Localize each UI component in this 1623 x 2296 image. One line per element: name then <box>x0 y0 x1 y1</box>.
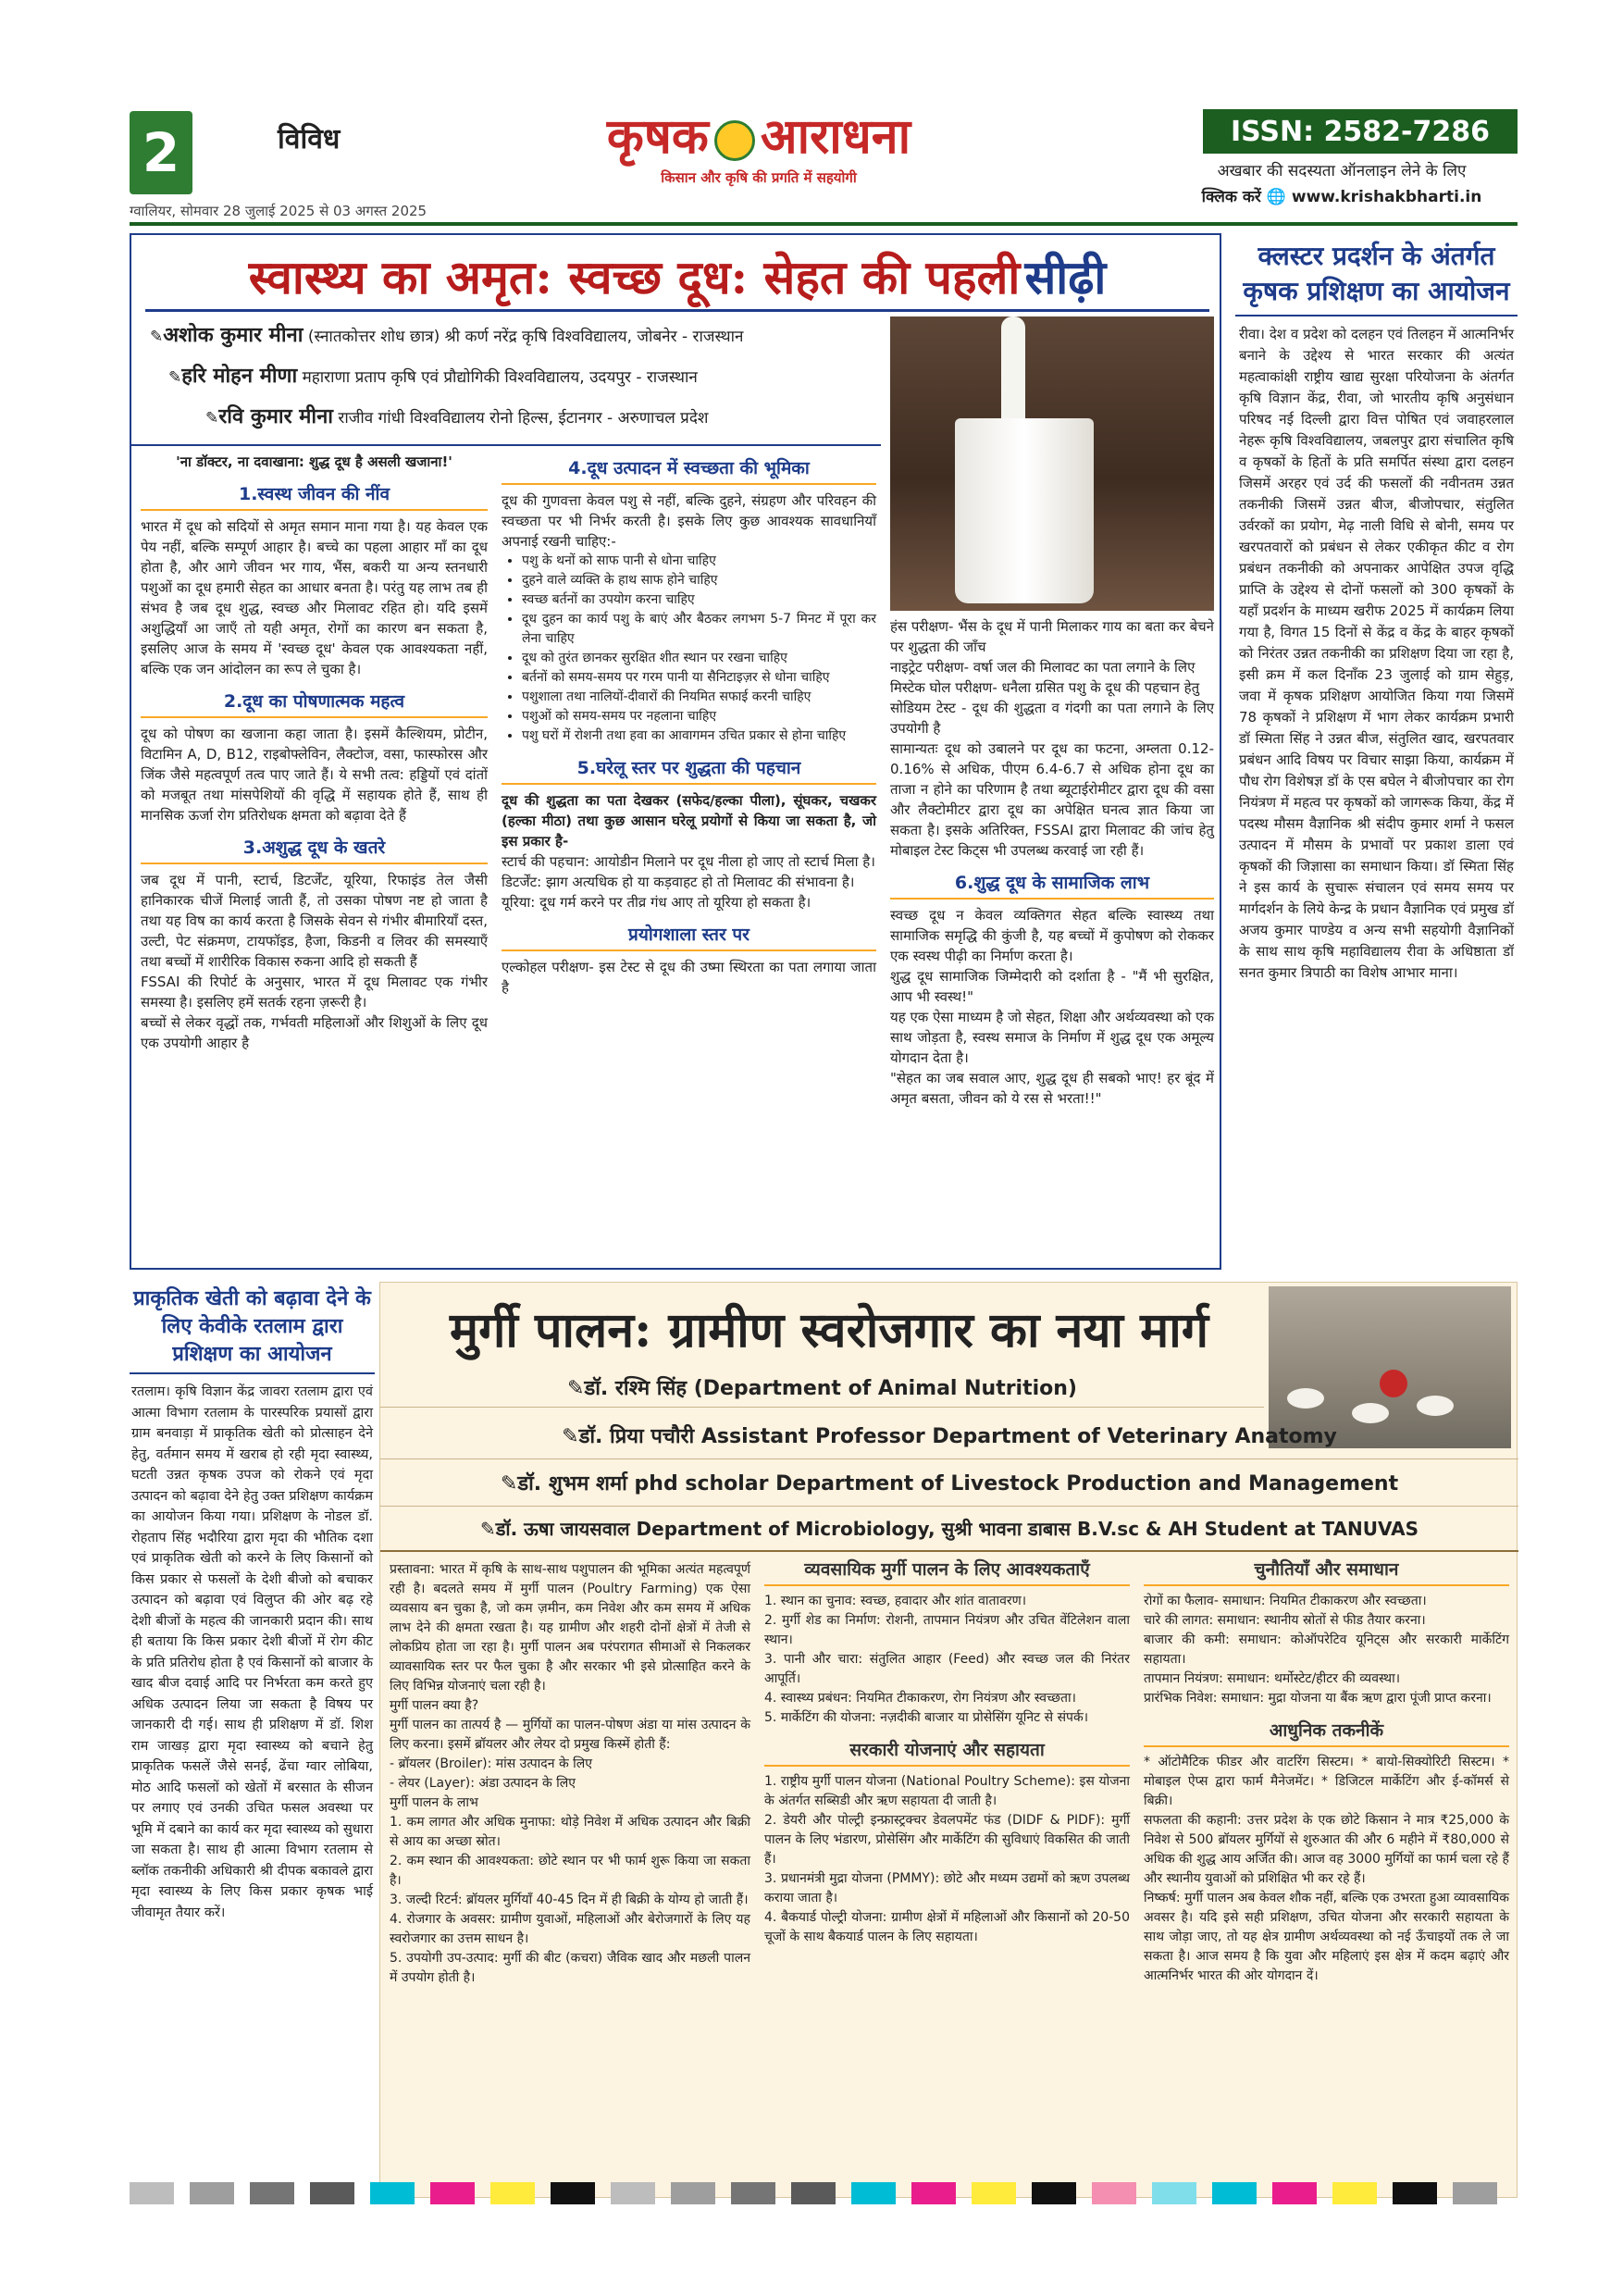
section-1-text: भारत में दूध को सदियों से अमृत समान माना गया है। यह केवल एक पेय नहीं, बल्कि सम्पूर्ण आहार है। बच्चे का पहला आहार माँ का दूध होता है, और आगे जीवन भर गाय, भैंस, बकरी या अन्य स्तनधारी पशुओं का दूध हमारी सेहत का आधार बनता है। परंतु यह लाभ तब ही संभव है जब दूध शुद्ध, स्वच्छ और मिलावट रहित हो। यदि इसमें अशुद्धियाँ आ जाएँ तो यही अमृत, रोगों का कारण बन सकता है, इसलिए आज के समय में 'स्वच्छ दूध' केवल एक आवश्यकता नहीं, बल्कि एक जन आंदोलन का रूप ले चुका है। <box>141 518 488 677</box>
author-name: अशोक कुमार मीना <box>163 324 304 347</box>
color-swatch <box>1212 2182 1257 2204</box>
color-swatch <box>1393 2182 1437 2204</box>
hygiene-item: • पशुशाला तथा नालियों-दीवारों की नियमित सफाई करनी चाहिए <box>522 688 876 707</box>
ratlam-news-title: प्राकृतिक खेती को बढ़ावा देने के लिए केवीके रतलाम द्वारा प्रशिक्षण का आयोजन <box>130 1282 375 1374</box>
color-swatch <box>551 2182 595 2204</box>
lab-text: एल्कोहल परीक्षण- इस टेस्ट से दूध की उष्मा स्थिरता का पता लगाया जाता है <box>502 959 876 996</box>
author-name: रवि कुमार मीना <box>218 405 334 428</box>
dateline: ग्वालियर, सोमवार 28 जुलाई 2025 से 03 अगस्त 2025 <box>130 203 427 219</box>
closing-quote: "सेहत का जब सवाल आए, शुद्ध दूध ही सबको भाए! हर बूंद में अमृत बसता, जीवन को ये रस से भरता!!" <box>890 1070 1214 1107</box>
color-swatch <box>130 2182 174 2204</box>
color-swatch <box>1032 2182 1076 2204</box>
subscribe-text: अखबार की सदस्यता ऑनलाइन लेने के लिए <box>1217 162 1467 180</box>
side-news-title: क्लस्टर प्रदर्शन के अंतर्गत कृषक प्रशिक्षण का आयोजन <box>1235 233 1518 316</box>
color-swatch <box>1152 2182 1196 2204</box>
milk-glass-image <box>890 316 1214 611</box>
poultry-headline-text: मुर्गी पालन: ग्रामीण स्वरोजगार का नया मार्ग <box>450 1302 1208 1359</box>
author-affiliation: (स्नातकोत्तर शोध छात्र) श्री कर्ण नरेंद्र कृषि विश्वविद्यालय, जोबनेर - राजस्थान <box>307 328 744 346</box>
headline-rule <box>145 309 1209 312</box>
hygiene-item: • दूध दुहन का कार्य पशु के बाएं और बैठकर लगभग 5-7 मिनट में पूरा कर लेना चाहिए <box>522 610 876 649</box>
ratlam-news <box>130 1282 375 2170</box>
headline-text: स्वास्थ्य का अमृत: स्वच्छ दूध: सेहत की पहली <box>248 250 1021 304</box>
technologies-title: आधुनिक तकनीकें <box>1144 1714 1509 1747</box>
author-text: डॉ. रश्मि सिंह (Department of Animal Nutrition) <box>584 1377 1077 1400</box>
hygiene-item: • दुहने वाले व्यक्ति के हाथ साफ होने चाहिए <box>522 571 876 590</box>
globe-icon: 🌐 <box>1266 188 1286 206</box>
logo-tagline: किसान और कृषि की प्रगति में सहयोगी <box>661 169 857 186</box>
section-label: विविध <box>278 123 341 155</box>
section-3-text: जब दूध में पानी, स्टार्च, डिटर्जेंट, यूरिया, रिफाइंड तेल जैसी हानिकारक चीजें मिलाई जाती हैं, तो उसका पोषण नष्ट हो जाता है तथा यह विष का कार्य करता है जिसके सेवन से गंभीर बीमारियाँ दस्त, उल्टी, पेट संक्रमण, टायफॉइड, हैजा, किडनी व लिवर की समस्याएँ तथा बच्चों में शारीरिक विकास रुकना आदि हो सकती हैं <box>141 872 488 970</box>
section-5-text: दूध की शुद्धता का पता देखकर (सफेद/हल्का पीला), सूंघकर, चखकर (हल्का मीठा) तथा कुछ आसान घरेलू प्रयोगों से किया जा सकता है, जो इस प्रकार है- <box>502 792 876 850</box>
requirements-title: व्यवसायिक मुर्गी पालन के लिए आवश्यकताएँ <box>764 1553 1130 1586</box>
poultry-col-3 <box>1144 1553 1509 1986</box>
color-swatch <box>972 2182 1016 2204</box>
author-3: ✎रवि कुमार मीना राजीव गांधी विश्वविद्यालय रोनो हिल्स, ईटानगर - अरुणाचल प्रदेश <box>205 405 709 428</box>
tests-text-2: सामान्यतः दूध को उबालने पर दूध का फटना, अम्लता 0.12-0.16% से अधिक, पीएम 6.4-6.7 से अधिक होना दूध का ताजा न होने का परिणाम है तथा ब्यूटाईरोमीटर द्वारा दूध की वसा और लैक्टोमीटर द्वारा दूध का अपेक्षित घनत्व ज्ञात किया जा सकता है। इसके अतिरिक्त, FSSAI द्वारा मिलावट की जांच हेतु मोबाइल टेस्ट किट्स भी उपलब्ध करवाई जा रही हैं। <box>890 740 1214 859</box>
lab-title: प्रयोगशाला स्तर पर <box>502 918 876 951</box>
section-4-text: दूध की गुणवत्ता केवल पशु से नहीं, बल्कि दुहने, संग्रहण और परिवहन की स्वच्छता पर भी निर्भर करती है। इसके लिए कुछ आवश्यक सावधानियाँ अपनाई रखनी चाहिए:- <box>502 492 876 550</box>
column-1 <box>141 452 488 1053</box>
milk-article <box>130 233 1221 1270</box>
tests-text: हंस परीक्षण- भैंस के दूध में पानी मिलाकर गाय का बता कर बेचने पर शुद्धता की जाँच नाइट्रेट परीक्षण- वर्षा जल की मिलावट का पता लगाने के लिए मिस्टेक घोल परीक्षण- धनैला ग्रसित पशु के दूध की पहचान हेतु सोडियम टेस्ट - दूध की शुद्धता व गंदगी का पता लगाने के लिए उपयोगी है <box>890 618 1214 737</box>
page-number: 2 <box>130 111 192 194</box>
author-text: डॉ. प्रिया पचौरी Assistant Professor Department of Veterinary Anatomy <box>578 1425 1337 1448</box>
color-swatch <box>1092 2182 1136 2204</box>
newspaper-logo <box>564 109 953 187</box>
logo-right-word: आराधना <box>760 108 911 165</box>
hygiene-item: • पशुओं को समय-समय पर नहलाना चाहिए <box>522 707 876 726</box>
author-name: हरि मोहन मीणा <box>181 365 298 388</box>
schemes-title: सरकारी योजनाएं और सहायता <box>764 1733 1130 1767</box>
poultry-author-3: ✎डॉ. शुभम शर्मा phd scholar Department of Livestock Production and Management <box>380 1459 1518 1507</box>
color-swatch <box>250 2182 294 2204</box>
color-swatch <box>911 2182 956 2204</box>
byline-rule <box>131 444 881 446</box>
logo-left-word: कृषक <box>606 108 709 165</box>
color-swatch <box>490 2182 535 2204</box>
hygiene-item: • बर्तनों को समय-समय पर गरम पानी या सैनिटाइज़र से धोना चाहिए <box>522 668 876 688</box>
poultry-col-2 <box>764 1553 1130 1947</box>
poultry-authors-2 <box>380 1412 1518 1552</box>
detergent-test: डिटर्जेंट: झाग अत्यधिक हो या कड़वाहट हो तो मिलावट की संभावना है। <box>502 874 855 890</box>
emblem-icon <box>714 120 755 161</box>
schemes-text: 1. राष्ट्रीय मुर्गी पालन योजना (National Poultry Scheme): इस योजना के अंतर्गत सब्सिडी और ऋण सहायता दी जाती है। 2. डेयरी और पोल्ट्री इन्फ्रास्ट्रक्चर डेवलपमेंट फंड (DIDF & PIDF): मुर्गी पालन के लिए भंडारण, प्रोसेसिंग और मार्केटिंग की सुविधाएं विकसित की जाती हैं। 3. प्रधानमंत्री मुद्रा योजना (PMMY): छोटे और मध्यम उद्यमों को ऋण उपलब्ध कराया जाता है। 4. बैकयार्ड पोल्ट्री योजना: ग्रामीण क्षेत्रों में महिलाओं और किसानों को 20-50 चूजों के साथ बैकयार्ड पालन के लिए सहायता। <box>764 1774 1130 1944</box>
challenges-text: रोगों का फैलाव- समाधान: नियमित टीकाकरण और स्वच्छता। चारे की लागत: समाधान: स्थानीय स्रोतों से फीड तैयार करना। बाजार की कमी: समाधान: कोऑपरेटिव यूनिट्स और सरकारी मार्केटिंग सहायता। तापमान नियंत्रण: समाधान: थर्मोस्टेट/हीटर की व्यवस्था। प्रारंभिक निवेश: समाधान: मुद्रा योजना या बैंक ऋण द्वारा पूंजी प्राप्त करना। <box>1144 1594 1509 1706</box>
hygiene-item: • पशु घरों में रोशनी तथा हवा का आवागमन उचित प्रकार से होना चाहिए <box>522 726 876 746</box>
website-link[interactable]: www.krishakbharti.in <box>1291 188 1482 206</box>
chicken <box>1287 1388 1324 1409</box>
color-swatch <box>430 2182 475 2204</box>
challenges-title: चुनौतियाँ और समाधान <box>1144 1553 1509 1586</box>
author-2: ✎हरि मोहन मीणा महाराणा प्रताप कृषि एवं प्रौद्योगिकी विश्वविद्यालय, उदयपुर - राजस्थान <box>168 365 698 388</box>
pull-quote: 'ना डॉक्टर, ना दवाखाना: शुद्ध दूध है असली खजाना!' <box>176 453 452 470</box>
milk-glass <box>955 418 1094 603</box>
poultry-headline <box>399 1296 1259 1361</box>
poultry-col-1: प्रस्तावना: भारत में कृषि के साथ-साथ पशुपालन की भूमिका अत्यंत महत्वपूर्ण रही है। बदलते समय में मुर्गी पालन (Poultry Farming) एक ऐसा व्यवसाय बन चुका है, जो कम ज़मीन, कम निवेश और कम समय में अधिक लाभ देने की क्षमता रखता है। यह ग्रामीण और शहरी दोनों क्षेत्रों में तेजी से लोकप्रिय होता जा रहा है। मुर्गी पालन अब परंपरागत सीमाओं से निकलकर व्यावसायिक स्तर पर फैल चुका है और सरकार भी इसे प्रोत्साहित करने के लिए विभिन्न योजनाएं चला रही है। मुर्गी पालन क्या है? मुर्गी पालन का तात्पर्य है — मुर्गियों का पालन-पोषण अंडा या मांस उत्पादन के लिए करना। इसमें ब्रॉयलर और लेयर दो प्रमुख किस्में होती हैं: - ब्रॉयलर (Broiler): मांस उत्पादन के लिए - लेयर (Layer): अंडा उत्पादन के लिए मुर्गी पालन के लाभ 1. कम लागत और अधिक मुनाफा: थोड़े निवेश में अधिक उत्पादन और बिक्री से आय का अच्छा स्रोत। 2. कम स्थान की आवश्यकता: छोटे स्थान पर भी फार्म शुरू किया जा सकता है। 3. जल्दी रिटर्न: ब्रॉयलर मुर्गियाँ 40-45 दिन में ही बिक्री के योग्य हो जाती हैं। 4. रोजगार के अवसर: ग्रामीण युवाओं, महिलाओं और बेरोजगारों के लिए यह स्वरोजगार का उत्तम साधन है। 5. उपयोगी उप-उत्पाद: मुर्गी की बीट (कचरा) जैविक खाद और मछली पालन में उपयोग होती है। <box>390 1562 750 1985</box>
author-affiliation: राजीव गांधी विश्वविद्यालय रोनो हिल्स, ईटानगर - अरुणाचल प्रदेश <box>338 409 709 428</box>
ratlam-news-text: रतलाम। कृषि विज्ञान केंद्र जावरा रतलाम द्वारा एवं आत्मा विभाग रतलाम के पारस्परिक प्रयासों द्वारा ग्राम बनवाड़ा में प्राकृतिक खेती को प्रोत्साहन देने हेतु, वर्तमान समय में खराब हो रही मृदा स्वास्थ्य, घटती उन्नत कृषक उपज को रोकने एवं मृदा उत्पादन को बढ़ावा देने हेतु उक्त प्रशिक्षण कार्यक्रम का आयोजन किया गया। प्रशिक्षण के नोडल डॉ. रोहताप सिंह भदौरिया द्वारा मृदा की भौतिक दशा एवं प्राकृतिक खेती को करने के लिए किसानों को किस प्रकार से फसलों के देशी बीजो को बचाकर उत्पादन को बढ़ावा एवं विलुप्त की ओर बढ़ रहे देशी बीजों के महत्व की जानकारी प्रदान की। साथ ही बताया कि किस प्रकार देशी बीजों में रोग कीट के प्रति प्रतिरोध होता है एवं किसानों को बाजार के खाद बीज दवाई आदि पर निर्भरता कम करते हुए अधिक उत्पादन लिया जा सकता है विषय पर जानकारी दी गई। साथ ही प्रशिक्षण में डॉ. शिश राम जाखड़ द्वारा मृदा स्वास्थ्य को बचाने हेतु प्राकृतिक फसलें जैसे सनई, ढेंचा ग्वार लोबिया, मोठ आदि फसलों को खेतों में बरसात के सीजन पर लगाए एवं उनकी उचित फसल अवस्था पर भूमि में दबाने का कार्य कर मृदा स्वास्थ्य को सुधारा जा सकता है। साथ ही आत्मा विभाग रतलाम से ब्लॉक तकनीकी अधिकारी श्री दीपक बकावले द्वारा मृदा स्वास्थ्य के लिए किस प्रकार कृषक भाई जीवामृत तैयार करें। <box>131 1384 373 1920</box>
subscribe-link-row <box>1157 185 1527 206</box>
section-4-title: 4.दूध उत्पादन में स्वच्छता की भूमिका <box>502 452 876 485</box>
poultry-author-2: ✎डॉ. प्रिया पचौरी Assistant Professor Department of Veterinary Anatomy <box>380 1412 1518 1459</box>
hygiene-item: • दूध को तुरंत छानकर सुरक्षित शीत स्थान पर रखना चाहिए <box>522 649 876 668</box>
color-swatch <box>1332 2182 1377 2204</box>
author-list <box>150 320 881 429</box>
poultry-author-1: ✎डॉ. रश्मि सिंह (Department of Animal Nutrition) <box>380 1368 1264 1408</box>
side-news <box>1235 233 1518 1270</box>
section-6-text-2: शुद्ध दूध सामाजिक जिम्मेदारी को दर्शाता है - "मैं भी सुरक्षित, आप भी स्वस्थ!" <box>890 968 1214 1005</box>
article-headline <box>150 244 1205 307</box>
section-6-title: 6.शुद्ध दूध के सामाजिक लाभ <box>890 866 1214 900</box>
color-swatch <box>851 2182 896 2204</box>
color-swatch <box>611 2182 655 2204</box>
color-swatch <box>310 2182 354 2204</box>
column-3 <box>890 616 1214 1109</box>
author-text: डॉ. शुभम शर्मा phd scholar Department of Livestock Production and Management <box>517 1472 1399 1496</box>
masthead-rule <box>130 222 1518 226</box>
starch-test: स्टार्च की पहचान: आयोडीन मिलाने पर दूध नीला हो जाए तो स्टार्च मिला है। <box>502 853 875 870</box>
poultry-authors <box>380 1368 1264 1408</box>
section-3-title: 3.अशुद्ध दूध के खतरे <box>141 831 488 864</box>
color-swatch <box>370 2182 415 2204</box>
author-affiliation: महाराणा प्रताप कृषि एवं प्रौद्योगिकी विश्वविद्यालय, उदयपुर - राजस्थान <box>302 368 698 387</box>
section-3-text-3: बच्चों से लेकर वृद्धों तक, गर्भवती महिलाओं और शिशुओं के लिए दूध एक उपयोगी आहार है <box>141 1014 488 1051</box>
color-swatch <box>190 2182 234 2204</box>
section-1-title: 1.स्वस्थ जीवन की नींव <box>141 478 488 511</box>
color-swatch <box>731 2182 775 2204</box>
color-swatch <box>791 2182 836 2204</box>
issn-badge: ISSN: 2582-7286 <box>1203 109 1518 154</box>
hygiene-item: • स्वच्छ बर्तनों का उपयोग करना चाहिए <box>522 590 876 610</box>
hygiene-item: • पशु के थनों को साफ पानी से धोना चाहिए <box>522 552 876 571</box>
color-swatch <box>1272 2182 1317 2204</box>
section-6-text-3: यह एक ऐसा माध्यम है जो सेहत, शिक्षा और अर्थव्यवस्था को एक साथ जोड़ता है, स्वस्थ समाज के निर्माण में शुद्ध दूध एक अमूल्य योगदान देता है। <box>890 1009 1214 1066</box>
poultry-article <box>379 1282 1518 2198</box>
section-3-text-2: FSSAI की रिपोर्ट के अनुसार, भारत में दूध मिलावट एक गंभीर समस्या है। इसलिए हमें सतर्क रहना ज़रूरी है। <box>141 974 488 1011</box>
color-swatch <box>671 2182 715 2204</box>
feeder <box>1380 1370 1407 1397</box>
side-news-text: रीवा। देश व प्रदेश को दलहन एवं तिलहन में आत्मनिर्भर बनाने के उद्देश्य से भारत सरकार की अत्यंत महत्वाकांक्षी राष्ट्रीय खाद्य सुरक्षा परियोजना के अंतर्गत कृषि विज्ञान केंद्र, रीवा, जो भारतीय कृषि अनुसंधान परिषद नई दिल्ली द्वारा वित्त पोषित एवं जवाहरलाल नेहरू कृषि विश्वविद्यालय, जबलपुर द्वारा संचालित कृषि व कृषकों के हितों के प्रति समर्पित संस्था द्वारा दलहन जिसमें अरहर एवं उर्द की फसलों की नवीनतम उन्नत तकनीकी जिसमें उन्नत बीज, बीजोपचार, संतुलित उर्वरकों का प्रयोग, मेढ़ नाली विधि से बोनी, समय पर खरपतवारों को प्रबंधन से लेकर एकीकृत कीट व रोग प्रबंधन तकनीकी को अपनाकर आपेक्षित उपज वृद्धि प्राप्ति के उद्देश्य से दोनों फसलों को 300 कृषकों के यहाँ प्रदर्शन के माध्यम खरीफ 2025 में कार्यक्रम लिया गया है, विगत 15 दिनों से केंद्र व केंद्र के बाहर कृषकों को निरंतर उन्नत तकनीकी का प्रशिक्षण दिया जा रहा है, इसी क्रम में कल दिनाँक 23 जुलाई को ग्राम सेहुड़, जवा में कृषक प्रशिक्षण आयोजित किया गया जिसमें 78 कृषकों ने प्रशिक्षण में भाग लेकर कार्यक्रम प्रभारी डॉ स्मिता सिंह ने उन्नत बीज, संतुलित खाद, खरपतवार प्रबंधन आदि विषय पर विचार साझा किया, कार्यक्रम में पौध रोग विशेषज्ञ डॉ के एस बघेल ने बीजोपचार का रोग नियंत्रण में महत्व पर कृषकों को जागरूक किया, केंद्र में पदस्थ मौसम वैज्ञानिक श्री संदीप कुमार शर्मा ने फसल उत्पादन में मौसम के प्रभावों पर प्रकाश डाला एवं कृषकों की जिज्ञासा का समाधान किया। डॉ स्मिता सिंह ने इस कार्य के सुचारू संचालन एवं समय समय पर मार्गदर्शन के लिये केन्द्र के प्रधान वैज्ञानिक एवं प्रमुख डॉ अजय कुमार पाण्डेय व अन्य सभी सहयोगी वैज्ञानिकों के साथ साथ कृषि महाविद्यालय रीवा के अधिष्ठाता डॉ सनत कुमार त्रिपाठी का विशेष आभार माना। <box>1239 326 1514 981</box>
color-swatch <box>1453 2182 1497 2204</box>
author-1: ✎अशोक कुमार मीना (स्नातकोत्तर शोध छात्र) श्री कर्ण नरेंद्र कृषि विश्वविद्यालय, जोबनेर - राजस्थान <box>150 324 744 347</box>
section-2-title: 2.दूध का पोषणात्मक महत्व <box>141 685 488 718</box>
column-2 <box>502 452 876 998</box>
click-label: क्लिक करें <box>1201 188 1261 206</box>
headline-end: सीढ़ी <box>1024 250 1107 304</box>
hygiene-list <box>502 552 876 746</box>
section-2-text: दूध को पोषण का खजाना कहा जाता है। इसमें कैल्शियम, प्रोटीन, विटामिन A, D, B12, राइबोफ्लेविन, लैक्टोज, वसा, फास्फोरस और जिंक जैसे महत्वपूर्ण तत्व पाए जाते हैं। ये सभी तत्व: हड्डियों एवं दांतों को मजबूत तथा मांसपेशियों की वृद्धि में सहायक होते हैं, साथ ही मानसिक ऊर्जा रोग प्रतिरोधक क्षमता को बढ़ावा देते हैं <box>141 726 488 824</box>
technologies-text: * ऑटोमैटिक फीडर और वाटरिंग सिस्टम। * बायो-सिक्योरिटी सिस्टम। * मोबाइल ऐप्स द्वारा फार्म मैनेजमेंट। * डिजिटल मार्केटिंग और ई-कॉमर्स से बिक्री। सफलता की कहानी: उत्तर प्रदेश के एक छोटे किसान ने मात्र ₹25,000 के निवेश से 500 ब्रॉयलर मुर्गियों से शुरुआत की और 6 महीने में ₹80,000 से अधिक की शुद्ध आय अर्जित की। आज वह 3000 मुर्गियों का फार्म चला रहे हैं और स्थानीय युवाओं को प्रशिक्षित भी कर रहे हैं। निष्कर्ष: मुर्गी पालन अब केवल शौक नहीं, बल्कि एक उभरता हुआ व्यावसायिक अवसर है। यदि इसे सही प्रशिक्षण, उचित योजना और सरकारी सहायता के साथ जोड़ा जाए, तो यह क्षेत्र ग्रामीण अर्थव्यवस्था को नई ऊँचाइयों तक ले जा सकता है। आज समय है कि युवा और महिलाएं इस क्षेत्र में कदम बढ़ाएं और आत्मनिर्भर भारत की ओर योगदान दें। <box>1144 1755 1509 1983</box>
urea-test: यूरिया: दूध गर्म करने पर तीव्र गंध आए तो यूरिया हो सकता है। <box>502 894 812 911</box>
section-6-text: स्वच्छ दूध न केवल व्यक्तिगत सेहत बल्कि स्वास्थ्य तथा सामाजिक समृद्धि की कुंजी है, यह बच्चों में कुपोषण को रोककर एक स्वस्थ पीढ़ी का निर्माण करता है। <box>890 907 1214 964</box>
requirements-text: 1. स्थान का चुनाव: स्वच्छ, हवादार और शांत वातावरण। 2. मुर्गी शेड का निर्माण: रोशनी, तापमान नियंत्रण और उचित वेंटिलेशन वाला स्थान। 3. पानी और चारा: संतुलित आहार (Feed) और स्वच्छ जल की निरंतर आपूर्ति। 4. स्वास्थ्य प्रबंधन: नियमित टीकाकरण, रोग नियंत्रण और स्वच्छता। 5. मार्केटिंग की योजना: नज़दीकी बाजार या प्रोसेसिंग यूनिट से संपर्क। <box>764 1594 1130 1725</box>
poultry-author-4: ✎डॉ. ऊषा जायसवाल Department of Microbiology, सुश्री भावना डाबास B.V.sc & AH Student at TANUVAS <box>380 1507 1518 1552</box>
section-5-title: 5.घरेलू स्तर पर शुद्धता की पहचान <box>502 751 876 785</box>
author-text: डॉ. ऊषा जायसवाल Department of Microbiology, सुश्री भावना डाबास B.V.sc & AH Student at TANUVAS <box>495 1518 1419 1540</box>
